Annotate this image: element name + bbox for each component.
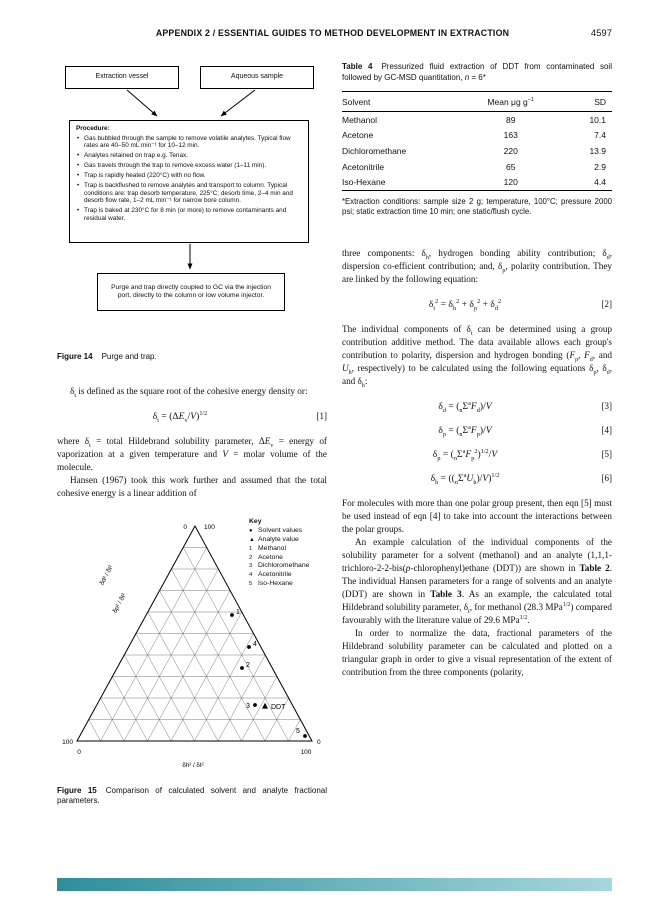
page-number: 4597 [590, 28, 612, 39]
figure15-key-items [249, 527, 329, 589]
flowchart-box-gc-coupling: Purge and trap directly coupled to GC via the injection port, directly to the column or low volume injector. [97, 273, 285, 311]
paragraph-hansen: Hansen (1967) took this work further and assumed that the total cohesive energy is a linear addition of [57, 474, 327, 498]
axis-label: δp² / δt² [111, 591, 128, 614]
key-label: Analyte value [258, 536, 299, 544]
footer-bar [57, 878, 612, 891]
grid-line [148, 590, 231, 741]
equation-1-formula: $\delta_t = (\Delta E_v/V)^{1/2}$ [152, 409, 208, 424]
point-label: 5 [296, 727, 300, 735]
tick-label: 0 [317, 738, 321, 746]
right-column [342, 62, 612, 679]
key-number: 2 [249, 554, 253, 561]
equation-5 [342, 449, 612, 460]
equation-1-number: [1] [316, 410, 327, 421]
paragraph-normalize: In order to normalize the data, fractional parameters of the Hildebrand solubility parameter can be calculated and plotted on a triangular graph in order to give a visual representation of the extent of contribution from the three components (polarity, [342, 627, 612, 677]
procedure-title: Procedure: [76, 125, 110, 132]
table-cell: Iso-Hexane [342, 177, 386, 188]
key-label: Dichloromethane [258, 562, 310, 570]
column-header-solvent: Solvent [342, 92, 464, 112]
table-cell: 220 [503, 145, 518, 156]
table4-caption [342, 62, 612, 83]
key-item [249, 527, 329, 536]
table4-caption-text: Pressurized fluid extraction of DDT from contaminated soil followed by GC-MSD quantitation, n = 6* [342, 62, 612, 82]
table-row [342, 159, 612, 175]
key-label: Solvent values [258, 527, 303, 535]
table-cell: Methanol [342, 114, 377, 125]
equation-6-number: [6] [601, 472, 612, 483]
figure-14-flowchart [57, 62, 327, 314]
table-cell: 65 [506, 161, 516, 172]
grid-line [136, 633, 195, 741]
tick-label: 100 [300, 748, 312, 756]
solvent-marker [240, 666, 244, 670]
table-cell: 10.1 [589, 114, 606, 125]
flowchart-box-extraction-vessel: Extraction vessel [65, 66, 179, 89]
table-cell: 120 [503, 177, 518, 188]
point-label: 2 [246, 661, 250, 669]
table4-caption-label: Table 4 [342, 62, 373, 71]
table-row [342, 128, 612, 144]
point-label: 1 [236, 608, 240, 616]
equation-3-formula: $\delta_d = (_n\Sigma^aF_d)/V$ [438, 399, 492, 414]
solvent-marker [247, 645, 251, 649]
triangle-marker-icon: ▲ [249, 537, 255, 544]
running-head: APPENDIX 2 / ESSENTIAL GUIDES TO METHOD DEVELOPMENT IN EXTRACTION [155, 28, 510, 38]
equation-3 [342, 401, 612, 412]
figure-15-caption-label: Figure 15 [57, 785, 97, 795]
key-item [249, 536, 329, 545]
column-header-mean: Mean μg $g^{-1}$ [464, 92, 559, 112]
procedure-item: • Analytes retained on trap e.g. Tenax. [77, 152, 302, 160]
figure-14-caption-text: Purge and trap. [101, 352, 157, 361]
grid-line [195, 633, 254, 741]
procedure-item: • Trap is backflushed to remove analytes and transport to column. Typical conditions are: trap desorb temperature, 225°C; desorb time, 2–4 min and desorb flow rate, 1–2 mL min⁻¹ for narrow bore column. [77, 182, 302, 205]
solvent-marker [253, 703, 257, 707]
procedure-item: • Gas bubbled through the sample to remove volatile analytes. Typical flow rates are 40–50 mL min⁻¹ for 10–12 min. [77, 135, 302, 150]
table-cell: Acetonitrile [342, 161, 385, 172]
tick-label: 100 [204, 523, 215, 531]
point-label: DDT [271, 703, 286, 711]
procedure-list [77, 135, 302, 223]
procedure-item: • Trap is rapidly heated (220°C) with no flow. [77, 172, 302, 180]
left-column [57, 62, 327, 807]
procedure-item: • Trap is baked at 230°C for 8 min (or more) to remove contaminants and residual water. [77, 207, 302, 222]
analyte-marker [262, 702, 268, 708]
key-item [249, 562, 329, 571]
figure15-key [249, 518, 329, 589]
table-cell: Acetone [342, 130, 374, 141]
circle-marker-icon: ● [249, 528, 253, 535]
table-cell: 13.9 [589, 145, 606, 156]
column-header-sd: SD [558, 92, 612, 112]
key-item [249, 554, 329, 563]
flowchart-box-procedure [69, 120, 309, 243]
equation-4-formula: $\delta_p = (_n\Sigma^aF_p)/V$ [438, 423, 492, 438]
paragraph-three-components: three components: $\delta_h$, hydrogen bonding ability contribution; $\delta_d$, dispersion co-efficient contribution; and, $\delta_p$, polarity contribution. They are linked by the following equation: [342, 247, 612, 284]
table4-header-row [342, 92, 612, 112]
axis-label: δd² / δt² [98, 563, 115, 586]
tick-label: 0 [183, 523, 187, 531]
key-label: Methanol [258, 544, 286, 552]
point-label: 4 [253, 640, 257, 648]
key-label: Acetone [258, 553, 283, 561]
table-cell: 2.9 [594, 161, 606, 172]
key-label: Acetonitrile [258, 571, 292, 579]
table-cell: 7.4 [594, 130, 606, 141]
point-label: 3 [246, 702, 250, 710]
equation-2 [342, 299, 612, 310]
table-cell: 4.4 [594, 177, 606, 188]
table-cell: 163 [503, 130, 518, 141]
equation-1 [57, 411, 327, 422]
figure-15-caption [57, 786, 327, 807]
solvent-marker [303, 734, 307, 738]
table-row [342, 112, 612, 128]
table4-body [342, 112, 612, 191]
table-row [342, 143, 612, 159]
arrow-extraction-to-procedure [127, 90, 157, 116]
figure-15-ternary [57, 516, 327, 778]
table4 [342, 91, 612, 191]
arrow-sample-to-procedure [221, 90, 255, 116]
key-title: Key [249, 517, 262, 525]
equation-5-number: [5] [601, 448, 612, 459]
grid-line [112, 676, 147, 741]
grid-line [89, 719, 101, 741]
procedure-item: • Gas travels through the trap to remove excess water (1–11 min). [77, 162, 302, 170]
key-item [249, 571, 329, 580]
table-cell: 89 [506, 114, 516, 125]
flowchart-box-aqueous-sample: Aqueous sample [200, 66, 314, 89]
paragraph-example-calculation: An example calculation of the individual components of the solubility parameter for a solvent (methanol) and an analyte (1,1,1-trichloro-2-2-bis(p-chlorophenyl)ethane (DDT)) are shown in Table 2. The individual Hansen parameters for a range of solvents and an analyte (DDT) are shown in Table 3. As an example, the calculated total Hildebrand solubility parameter, $\delta_t$, for methanol (28.3 MPa$^{1/2}$) compared favourably with the literature value of 29.6 MPa$^{1/2}$. [342, 536, 612, 625]
equation-2-formula: $\delta_t^2 = \delta_h^2 + \delta_p^2 + \delta_d^2$ [428, 297, 502, 312]
page-header [57, 28, 612, 39]
key-label: Iso-Hexane [258, 580, 293, 588]
table4-footnote: *Extraction conditions: sample size 2 g; temperature, 100°C; pressure 2000 psi; static extraction time 10 min; one static/flush cycle. [342, 196, 612, 216]
grid-line [98, 547, 207, 741]
paragraph-individual-components: The individual components of $\delta_t$ can be determined using a group contribution additive method. The data available allows each group's contribution to polarity, dispersion and hydrogen bonding ($F_p$, $F_d$, and $U_h$, respectively) to be calculated using the following equations $\delta_p$, $\delta_d$, and $\delta_h$: [342, 323, 613, 389]
equation-4-number: [4] [601, 424, 612, 435]
paragraph-delta-definition: $\delta_t$ is defined as the square root of the cohesive energy density or: [70, 385, 308, 399]
equation-6 [342, 473, 612, 484]
equation-6-formula: $\delta_h = ((_n\Sigma^aU_h)/V)^{1/2}$ [430, 471, 500, 486]
key-number: 5 [249, 581, 253, 588]
grid-line [160, 590, 242, 741]
key-number: 4 [249, 572, 253, 579]
figure-15-caption-text: Comparison of calculated solvent and analyte fractional parameters. [57, 785, 327, 805]
figure-14-caption-label: Figure 14 [57, 352, 93, 361]
figure-14-caption [57, 352, 327, 363]
tick-label: 0 [77, 748, 81, 756]
key-number: 1 [249, 545, 253, 552]
equation-5-formula: $\delta_p = (_n\Sigma^aF_p^2)^{1/2}/V$ [432, 447, 498, 462]
tick-label: 100 [62, 738, 73, 746]
solvent-marker [230, 613, 234, 617]
equation-4 [342, 425, 612, 436]
axis-label: δh² / δt² [182, 761, 204, 769]
table-cell: Dichloromethane [342, 145, 407, 156]
paragraph-where: where $\delta_t$ = total Hildebrand solubility parameter, $\Delta E_v$ = energy of vaporization at a given temperature and V = molar volume of the molecule. [57, 435, 327, 472]
table-row [342, 174, 612, 190]
key-item [249, 545, 329, 554]
paragraph-polar-groups: For molecules with more than one polar group present, then eqn [5] must be used instead of eqn [4] to take into account the interactions between the polar groups. [342, 497, 612, 534]
key-item [249, 580, 329, 589]
key-number: 3 [249, 563, 253, 570]
equation-3-number: [3] [601, 400, 612, 411]
equation-2-number: [2] [601, 298, 612, 309]
